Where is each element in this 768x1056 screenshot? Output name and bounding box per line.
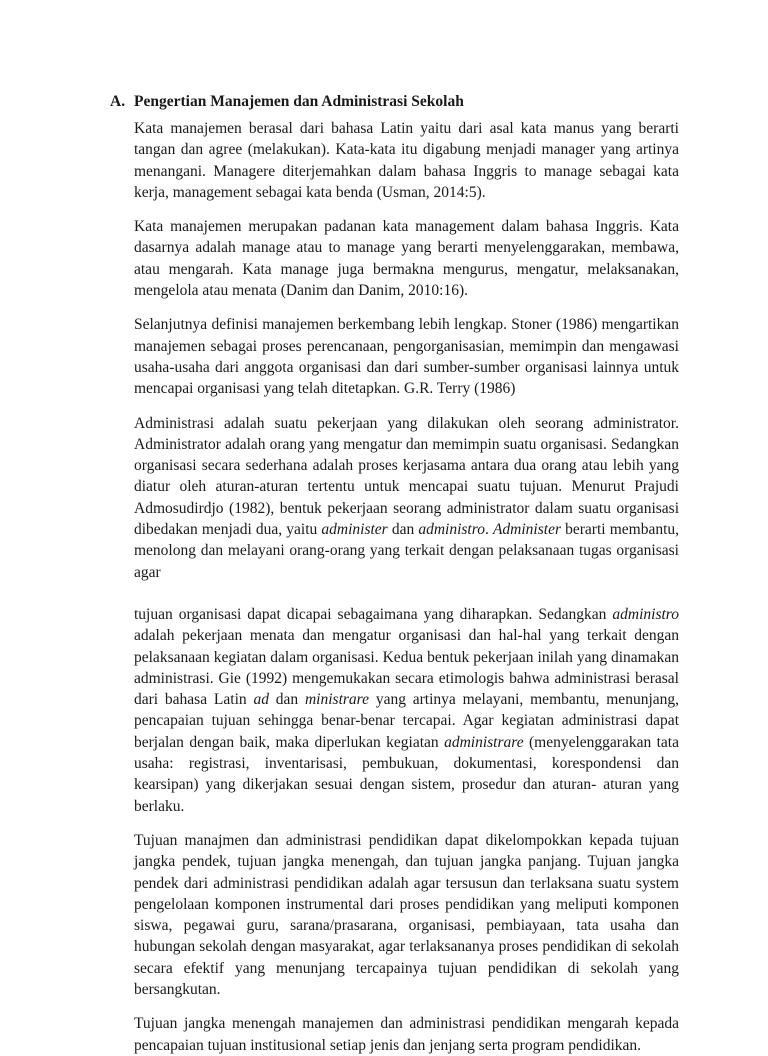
- paragraph-7: Tujuan jangka menengah manajemen dan administrasi pendidikan mengarah kepada pencapaian tujuan institusional setiap jenis dan jenjang serta program pendidikan.: [134, 1015, 679, 1054]
- paragraph-4-text: berarti membantu, menolong dan melayani orang-orang yang terkait dengan pelaksanaan tugas organisasi agar: [134, 521, 680, 581]
- body-text: [134, 118, 679, 1056]
- paragraph-4-text: Administrasi adalah suatu pekerjaan yang dilakukan oleh seorang administrator. Administrator adalah orang yang mengatur dan memimpin suatu organisasi. Sedangkan organisasi secara sederhana adalah proses kerjasama antara dua orang atau lebih yang diatur oleh aturan-aturan tertentu untuk mencapai suatu tujuan. Menurut Prajudi Admosudirdjo (1982), bentuk pekerjaan seorang administrator dalam suatu organisasi dibedakan menjadi dua, yaitu: [134, 414, 679, 539]
- term-administrare: administrare: [444, 733, 524, 751]
- paragraph-4: [134, 413, 679, 583]
- term-administer-2: Administer: [492, 521, 561, 539]
- paragraph-4-text: .: [484, 521, 493, 539]
- paragraph-5-text: adalah pekerjaan menata dan mengatur organisasi dan hal-hal yang terkait dengan pelaksanaan kegiatan dalam organisasi. Kedua bentuk pekerjaan inilah yang dinamakan administrasi. Gie (1992) mengemukakan secara etimologis bahwa administrasi berasal dari bahasa Latin: [134, 627, 679, 709]
- paragraph-5-text: yang artinya melayani, membantu, menunjang, pencapaian tujuan sehingga benar-benar tercapai. Agar kegiatan administrasi dapat berjalan dengan baik, maka diperlukan kegiatan: [134, 691, 679, 751]
- section-number: A.: [110, 93, 126, 110]
- paragraph-5: [134, 604, 679, 817]
- term-ad: ad: [253, 691, 269, 709]
- paragraph-5-text: tujuan organisasi dapat dicapai sebagaimana yang diharapkan. Sedangkan: [134, 605, 613, 623]
- paragraph-3: Selanjutnya definisi manajemen berkembang lebih lengkap. Stoner (1986) mengartikan manajemen sebagai proses perencanaan, pengorganisasian, memimpin dan mengawasi usaha-usaha dari anggota organisasi dan dari sumber-sumber organisasi lainnya untuk mencapai organisasi yang telah ditetapkan. G.R. Terry (1986): [134, 316, 679, 398]
- paragraph-1: Kata manajemen berasal dari bahasa Latin yaitu dari asal kata manus yang berarti tangan dan agree (melakukan). Kata-kata itu digabung menjadi manager yang artinya menangani. Managere diterjemahkan dalam bahasa Inggris to manage sebagai kata kerja, management sebagai kata benda (Usman, 2014:5).: [134, 120, 679, 201]
- paragraph-6: Tujuan manajmen dan administrasi pendidikan dapat dikelompokkan kepada tujuan jangka pendek, tujuan jangka menengah, dan tujuan jangka panjang. Tujuan jangka pendek dari administrasi pendidikan adalah agar tersusun dan terlaksana suatu system pengelolaan komponen instrumental dari proses pendidikan yang meliputi komponen siswa, pegawai guru, sarana/prasarana, organisasi, pembiayaan, tata usaha dan hubungan sekolah dengan masyarakat, agar terlaksananya proses pendidikan di sekolah secara efektif yang menunjang tercapainya tujuan pendidikan di sekolah yang bersangkutan.: [134, 831, 679, 998]
- paragraph-4-text: dan: [387, 521, 419, 539]
- term-ministrare: ministrare: [304, 691, 369, 709]
- paragraph-2: Kata manajemen merupakan padanan kata management dalam bahasa Inggris. Kata dasarnya adalah manage atau to manage yang berarti menyelenggarakan, membawa, atau mengarah. Kata manage juga bermakna mengurus, mengatur, melaksanakan, mengelola atau menata (Danim dan Danim, 2010:16).: [134, 218, 679, 300]
- term-administer: administer: [321, 521, 388, 539]
- section-title: Pengertian Manajemen dan Administrasi Sekolah: [134, 93, 464, 110]
- section-heading: [110, 92, 464, 112]
- paragraph-5-text: (menyelenggarakan tata usaha: registrasi, inventarisasi, pembukuan, dokumentasi, korespondensi dan kearsipan) yang dikerjakan sesuai dengan sistem, prosedur dan aturan- aturan yang berlaku.: [134, 733, 679, 815]
- paragraph-5-text: dan: [268, 691, 305, 709]
- term-administro: administro: [418, 521, 485, 539]
- term-administro: administro: [612, 605, 679, 623]
